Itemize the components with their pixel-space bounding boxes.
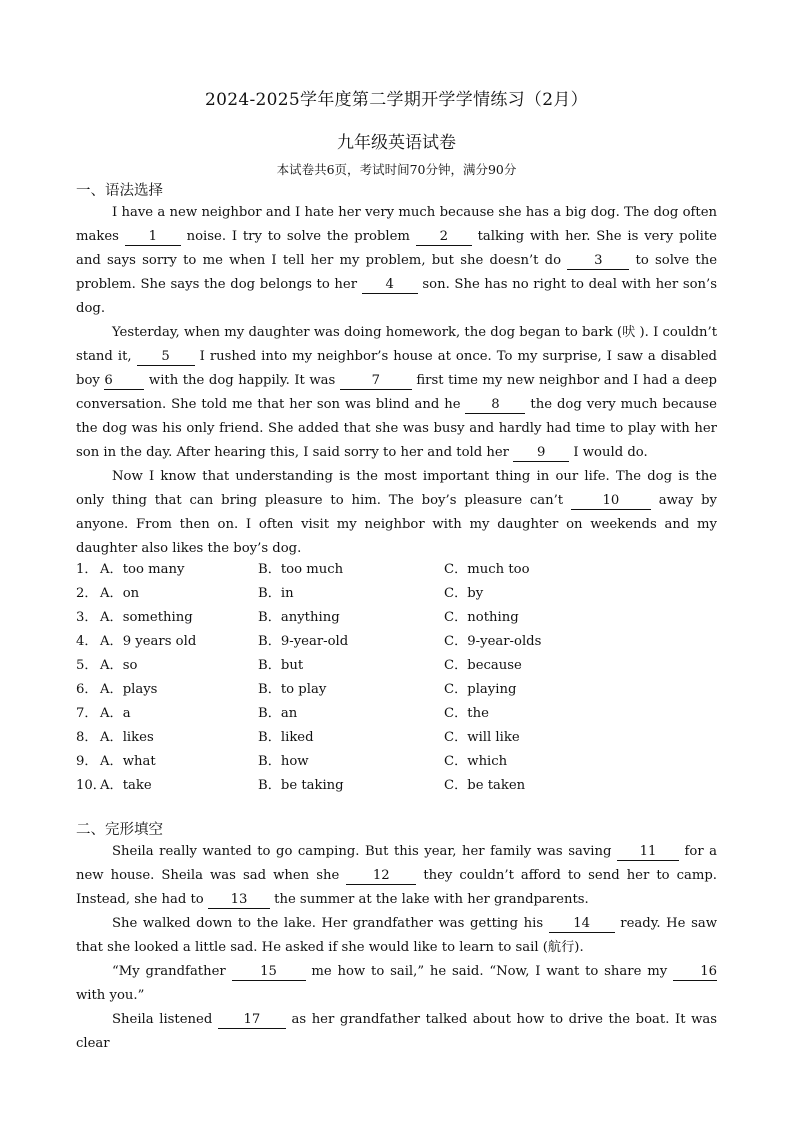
answer-blank[interactable]: 10 <box>571 492 651 510</box>
passage-text: talking with her. She is very polite and says sorry to me when I tell her my problem, but she doesn’t do <box>76 229 717 268</box>
passage-text: with you.” <box>76 988 145 1003</box>
option-c[interactable]: C．9-year-olds <box>444 634 542 649</box>
passage-text: Sheila listened <box>112 1012 218 1027</box>
answer-blank[interactable]: 13 <box>208 891 270 909</box>
question-number: 4． <box>76 634 98 649</box>
exam-info: 本试卷共6页，考试时间70分钟，满分90分 <box>276 162 517 177</box>
answer-blank[interactable]: 14 <box>549 915 615 933</box>
exam-title: 2024-2025学年度第二学期开学学情练习（2月） <box>205 90 588 110</box>
passage-text: they couldn’t afford to send her to camp. Instead, she had to <box>76 868 717 907</box>
passage-text: the dog very much because the dog was his only friend. She added that she was busy and hardly had time to play with her son in the day. After hearing this, I said sorry to her and told her <box>76 397 717 460</box>
answer-blank[interactable]: 16 <box>673 963 717 981</box>
passage-text: “My grandfather <box>112 964 232 979</box>
answer-blank[interactable]: 1 <box>125 228 181 246</box>
option-b[interactable]: B．an <box>258 706 298 721</box>
passage-text: me how to sail,” he said. “Now, I want to share my <box>305 964 673 979</box>
option-a[interactable]: A．too many <box>100 562 185 577</box>
passage-paragraph <box>76 840 717 912</box>
option-b[interactable]: B．but <box>258 658 304 673</box>
option-a[interactable]: A．take <box>100 778 152 793</box>
option-a[interactable]: A．so <box>100 658 138 673</box>
passage-text: for a new house. Sheila was sad when she <box>76 844 718 883</box>
answer-blank[interactable]: 15 <box>232 963 306 981</box>
option-b[interactable]: B．liked <box>258 730 314 745</box>
passage-text: son. She has no right to deal with her son’s dog. <box>76 277 717 316</box>
passage-text: Now I know that understanding is the most important thing in our life. The dog is the only thing that can bring pleasure to him. The boy’s pleasure can’t <box>76 469 717 508</box>
exam-subject-title: 九年级英语试卷 <box>337 133 456 153</box>
section-2-heading: 二、完形填空 <box>76 822 163 838</box>
option-c[interactable]: C．be taken <box>444 778 526 793</box>
option-a[interactable]: A．a <box>100 706 131 721</box>
question-number: 5． <box>76 658 98 673</box>
option-a[interactable]: A．plays <box>100 682 158 697</box>
passage-text: She walked down to the lake. Her grandfather was getting his <box>112 916 549 931</box>
section-1-heading: 一、语法选择 <box>76 183 163 199</box>
passage-paragraph <box>76 321 717 465</box>
question-number: 7． <box>76 706 98 721</box>
question-options-row <box>76 726 717 750</box>
option-b[interactable]: B．in <box>258 586 294 601</box>
option-c[interactable]: C．nothing <box>444 610 519 625</box>
question-number: 6． <box>76 682 98 697</box>
question-number: 8． <box>76 730 98 745</box>
answer-blank[interactable]: 3 <box>567 252 629 270</box>
passage-text: first time my new neighbor and I had a deep conversation. She told me that her son was blind and he <box>76 373 717 412</box>
question-options-row <box>76 654 717 678</box>
passage-text: away by anyone. From then on. I often visit my neighbor with my daughter on weekends and my daughter also likes the boy’s dog. <box>76 493 717 556</box>
option-a[interactable]: A．likes <box>100 730 154 745</box>
option-b[interactable]: B．how <box>258 754 309 769</box>
passage-text: I rushed into my neighbor’s house at once. To my surprise, I saw a disabled boy <box>76 349 717 388</box>
option-a[interactable]: A．on <box>100 586 140 601</box>
question-number: 9． <box>76 754 98 769</box>
option-b[interactable]: B．be taking <box>258 778 344 793</box>
passage-paragraph <box>76 1008 717 1056</box>
passage-paragraph <box>76 912 717 960</box>
question-number: 10． <box>76 778 106 793</box>
answer-blank[interactable]: 11 <box>617 843 679 861</box>
option-b[interactable]: B．9-year-old <box>258 634 349 649</box>
answer-blank[interactable]: 6 <box>104 372 144 390</box>
passage-text: noise. I try to solve the problem <box>180 229 416 244</box>
question-options-row <box>76 630 717 654</box>
option-a[interactable]: A．what <box>100 754 156 769</box>
answer-blank[interactable]: 9 <box>513 444 569 462</box>
option-c[interactable]: C．which <box>444 754 508 769</box>
option-a[interactable]: A．something <box>100 610 193 625</box>
question-number: 3． <box>76 610 98 625</box>
option-c[interactable]: C．playing <box>444 682 517 697</box>
question-options-row <box>76 582 717 606</box>
question-options-row <box>76 678 717 702</box>
answer-blank[interactable]: 4 <box>362 276 418 294</box>
question-options-row <box>76 750 717 774</box>
question-options-row <box>76 774 717 798</box>
option-c[interactable]: C．by <box>444 586 484 601</box>
passage-paragraph <box>76 465 717 561</box>
option-c[interactable]: C．much too <box>444 562 530 577</box>
question-options-row <box>76 558 717 582</box>
option-c[interactable]: C．because <box>444 658 522 673</box>
option-a[interactable]: A．9 years old <box>100 634 197 649</box>
option-b[interactable]: B．to play <box>258 682 327 697</box>
passage-text: I have a new neighbor and I hate her very much because she has a big dog. The dog often makes <box>76 205 717 244</box>
passage-text: as her grandfather talked about how to drive the boat. It was clear <box>76 1012 718 1051</box>
answer-blank[interactable]: 12 <box>346 867 416 885</box>
section-1-passage <box>76 201 717 561</box>
question-number: 2． <box>76 586 98 601</box>
option-b[interactable]: B．anything <box>258 610 340 625</box>
answer-blank[interactable]: 5 <box>137 348 195 366</box>
option-c[interactable]: C．will like <box>444 730 520 745</box>
passage-text: Yesterday, when my daughter was doing homework, the dog began to bark (吠 ). I couldn’t stand it, <box>76 325 717 364</box>
question-options-row <box>76 606 717 630</box>
passage-paragraph <box>76 201 717 321</box>
section-1-options <box>76 558 717 798</box>
option-c[interactable]: C．the <box>444 706 489 721</box>
answer-blank[interactable]: 7 <box>340 372 412 390</box>
passage-text: with the dog happily. It was <box>144 373 340 388</box>
option-b[interactable]: B．too much <box>258 562 344 577</box>
passage-text: the summer at the lake with her grandparents. <box>269 892 589 907</box>
passage-text: I would do. <box>569 445 648 460</box>
passage-paragraph <box>76 960 717 1008</box>
passage-text: Sheila really wanted to go camping. But this year, her family was saving <box>112 844 617 859</box>
section-2-passage <box>76 840 717 1056</box>
answer-blank[interactable]: 17 <box>218 1011 286 1029</box>
answer-blank[interactable]: 2 <box>416 228 472 246</box>
question-number: 1． <box>76 562 98 577</box>
passage-text: ready. He saw that she looked a little sad. He asked if she would like to learn to sail (航行). <box>76 916 717 955</box>
passage-text: to solve the problem. She says the dog belongs to her <box>76 253 718 292</box>
question-options-row <box>76 702 717 726</box>
answer-blank[interactable]: 8 <box>465 396 525 414</box>
